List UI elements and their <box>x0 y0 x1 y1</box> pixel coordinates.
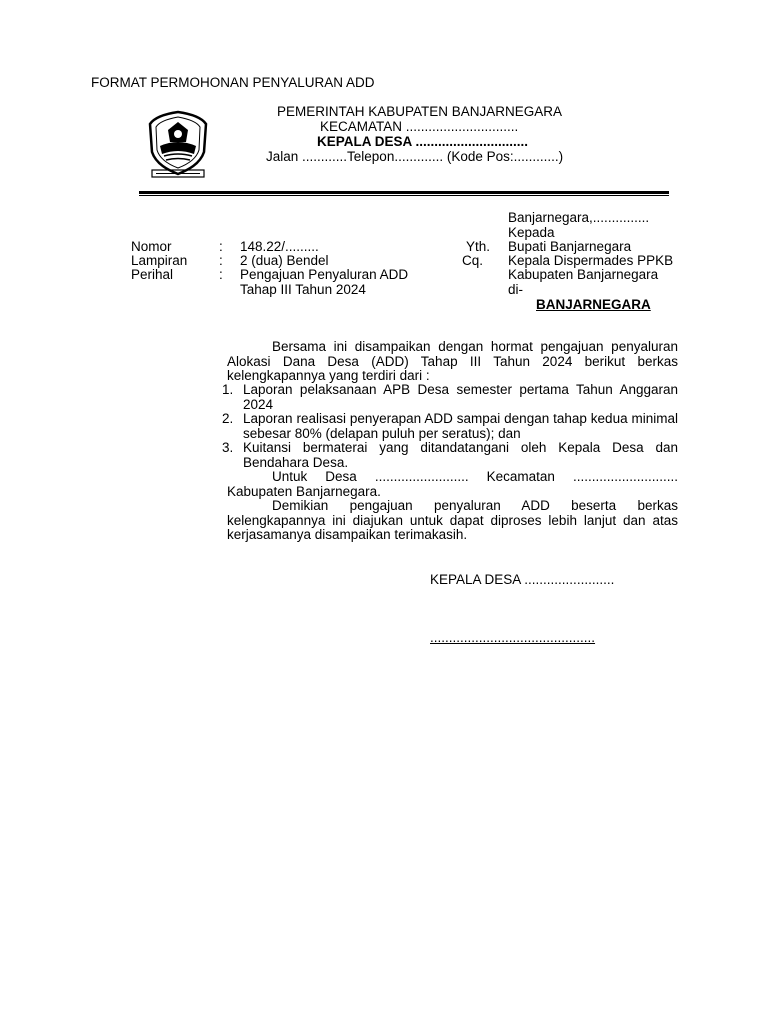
signature-title: KEPALA DESA ........................ <box>430 572 615 587</box>
list-item-text: Laporan realisasi penyerapan ADD sampai dengan tahap kedua minimal sebesar 80% (delapan puluh per seratus); dan <box>243 411 678 441</box>
list-item <box>222 441 678 470</box>
document-title: FORMAT PERMOHONAN PENYALURAN ADD <box>91 75 375 90</box>
body-closing: Demikian pengajuan penyaluran ADD beserta berkas kelengkapannya ini diajukan untuk dapat diproses lebih lanjut dan atas kerjasamanya disampaikan terimakasih. <box>227 498 678 542</box>
letterhead-divider-thick <box>139 191 669 194</box>
recipient-via-regency: Kabupaten Banjarnegara <box>508 267 659 282</box>
letterhead-address: Jalan ............Telepon............. (Kode Pos:............) <box>266 149 564 164</box>
recipient-name: Bupati Banjarnegara <box>508 239 632 254</box>
lampiran-value: 2 (dua) Bendel <box>240 253 329 268</box>
letterhead-village-head: KEPALA DESA .............................. <box>317 134 529 149</box>
list-item-number: 1. <box>222 382 234 397</box>
kepada-label: Kepada <box>508 225 555 240</box>
signature-name-line: ............................................ <box>430 630 596 645</box>
list-item-text: Laporan pelaksanaan APB Desa semester pertama Tahun Anggaran 2024 <box>243 382 678 412</box>
perihal-value-line1: Pengajuan Penyaluran ADD <box>240 267 409 282</box>
perihal-colon: : <box>219 267 223 282</box>
nomor-label: Nomor <box>131 239 172 254</box>
di-label: di- <box>508 282 524 297</box>
body-intro: Bersama ini disampaikan dengan hormat pengajuan penyaluran Alokasi Dana Desa (ADD) Tahap III Tahun 2024 berikut berkas kelengkapannya yang terdiri dari : <box>227 339 678 383</box>
recipient-city: BANJARNEGARA <box>536 297 651 312</box>
perihal-value-line2: Tahap III Tahun 2024 <box>240 282 366 297</box>
list-item-number: 2. <box>222 411 234 426</box>
nomor-colon: : <box>219 239 223 254</box>
perihal-label: Perihal <box>131 267 174 282</box>
list-item-number: 3. <box>222 440 234 455</box>
recipient-via: Kepala Dispermades PPKB <box>508 253 674 268</box>
lampiran-label: Lampiran <box>131 253 188 268</box>
body-village: Untuk Desa ......................... Kecamatan ............................ Kabupaten Banjarnegara. <box>227 469 678 499</box>
cq-label: Cq. <box>462 253 484 268</box>
letterhead-subdistrict: KECAMATAN .............................. <box>320 119 519 134</box>
letterhead-government: PEMERINTAH KABUPATEN BANJARNEGARA <box>277 104 563 119</box>
list-item <box>222 412 678 441</box>
regency-coat-of-arms-icon <box>146 108 210 180</box>
letterhead-divider-thin <box>139 195 669 196</box>
list-item-text: Kuitansi bermaterai yang ditandatangani oleh Kepala Desa dan Bendahara Desa. <box>243 440 678 470</box>
place-date: Banjarnegara,............... <box>508 210 650 225</box>
lampiran-colon: : <box>219 253 223 268</box>
list-item <box>222 383 678 412</box>
nomor-value: 148.22/......... <box>240 239 319 254</box>
yth-label: Yth. <box>466 239 491 254</box>
